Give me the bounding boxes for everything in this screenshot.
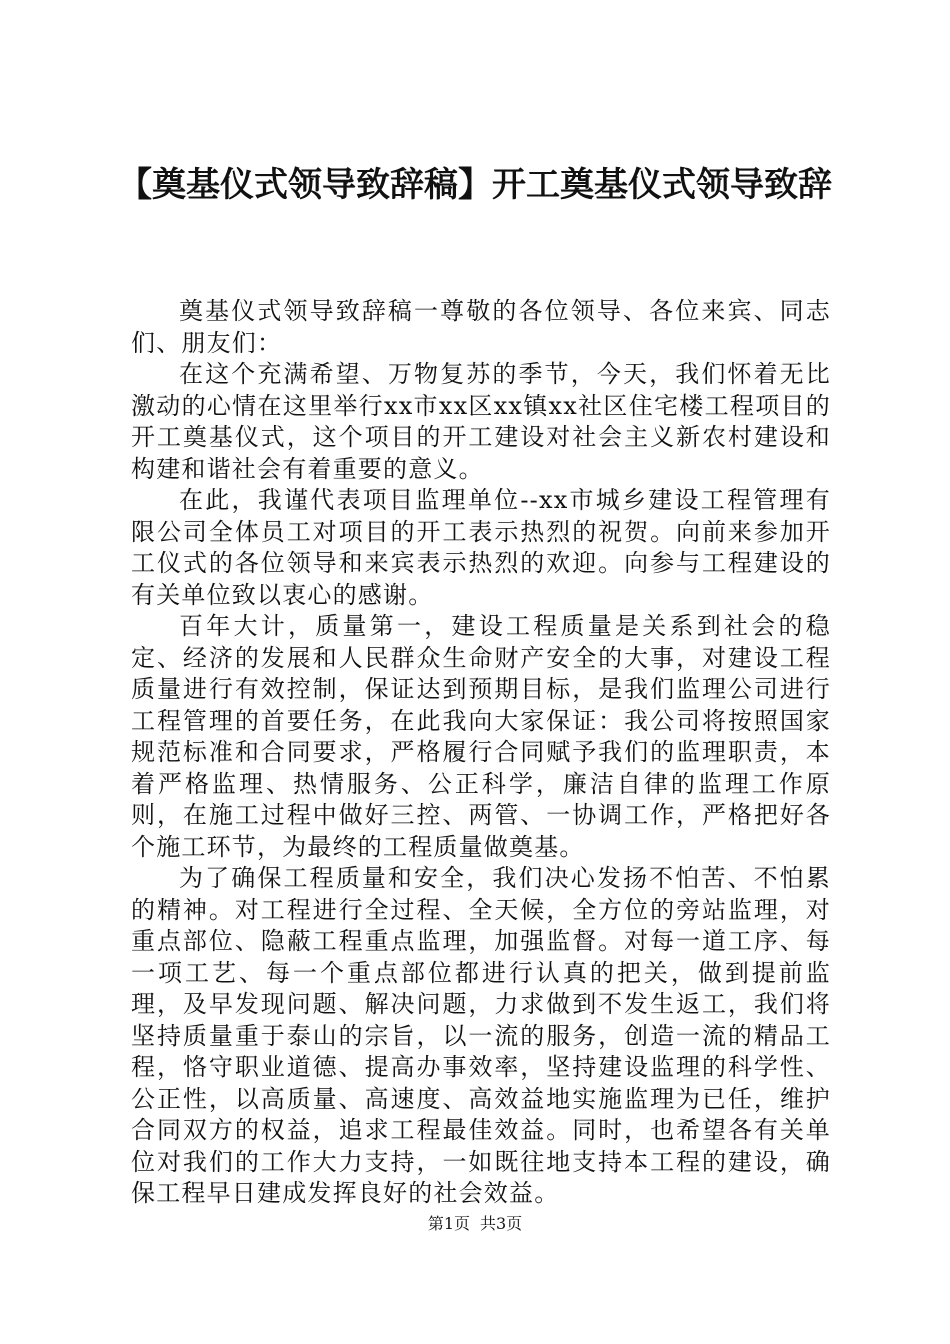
paragraph-quality-commitment: 百年大计，质量第一，建设工程质量是关系到社会的稳定、经济的发展和人民群众生命财产安全的大事，对建设工程质量进行有效控制，保证达到预期目标，是我们监理公司进行工程管理的首要任务，在此我向大家保证：我公司将按照国家规范标准和合同要求，严格履行合同赋予我们的监理职责，本着严格监理、热情服务、公正科学，廉洁自律的监理工作原则，在施工过程中做好三控、两管、一协调工作，严格把好各个施工环节，为最终的工程质量做奠基。 (131, 612, 831, 861)
page-total: 共3页 (480, 1214, 523, 1233)
page-footer (0, 1213, 950, 1235)
paragraph-congratulations: 在此，我谨代表项目监理单位--xx市城乡建设工程管理有限公司全体员工对项目的开工表示热烈的祝贺。向前来参加开工仪式的各位领导和来宾表示热烈的欢迎。向参与工程建设的有关单位致以衷心的感谢。 (131, 486, 831, 609)
page-number: 第1页 (427, 1214, 470, 1233)
paragraph-greeting: 奠基仪式领导致辞稿一尊敬的各位领导、各位来宾、同志们、朋友们： (131, 297, 831, 357)
paragraph-safety-pledge: 为了确保工程质量和安全，我们决心发扬不怕苦、不怕累的精神。对工程进行全过程、全天候，全方位的旁站监理，对重点部位、隐蔽工程重点监理，加强监督。对每一道工序、每一项工艺、每一个重点部位都进行认真的把关，做到提前监理，及早发现问题、解决问题，力求做到不发生返工，我们将坚持质量重于泰山的宗旨，以一流的服务，创造一流的精品工程，恪守职业道德、提高办事效率，坚持建设监理的科学性、公正性，以高质量、高速度、高效益地实施监理为已任，维护合同双方的权益，追求工程最佳效益。同时，也希望各有关单位对我们的工作大力支持，一如既往地支持本工程的建设，确保工程早日建成发挥良好的社会效益。 (131, 864, 831, 1207)
page-title: 【奠基仪式领导致辞稿】开工奠基仪式领导致辞 (118, 165, 832, 205)
document-body (131, 296, 831, 1210)
paragraph-opening: 在这个充满希望、万物复苏的季节，今天，我们怀着无比激动的心情在这里举行xx市xx区xx镇xx社区住宅楼工程项目的开工奠基仪式，这个项目的开工建设对社会主义新农村建设和构建和谐社会有着重要的意义。 (131, 360, 831, 483)
